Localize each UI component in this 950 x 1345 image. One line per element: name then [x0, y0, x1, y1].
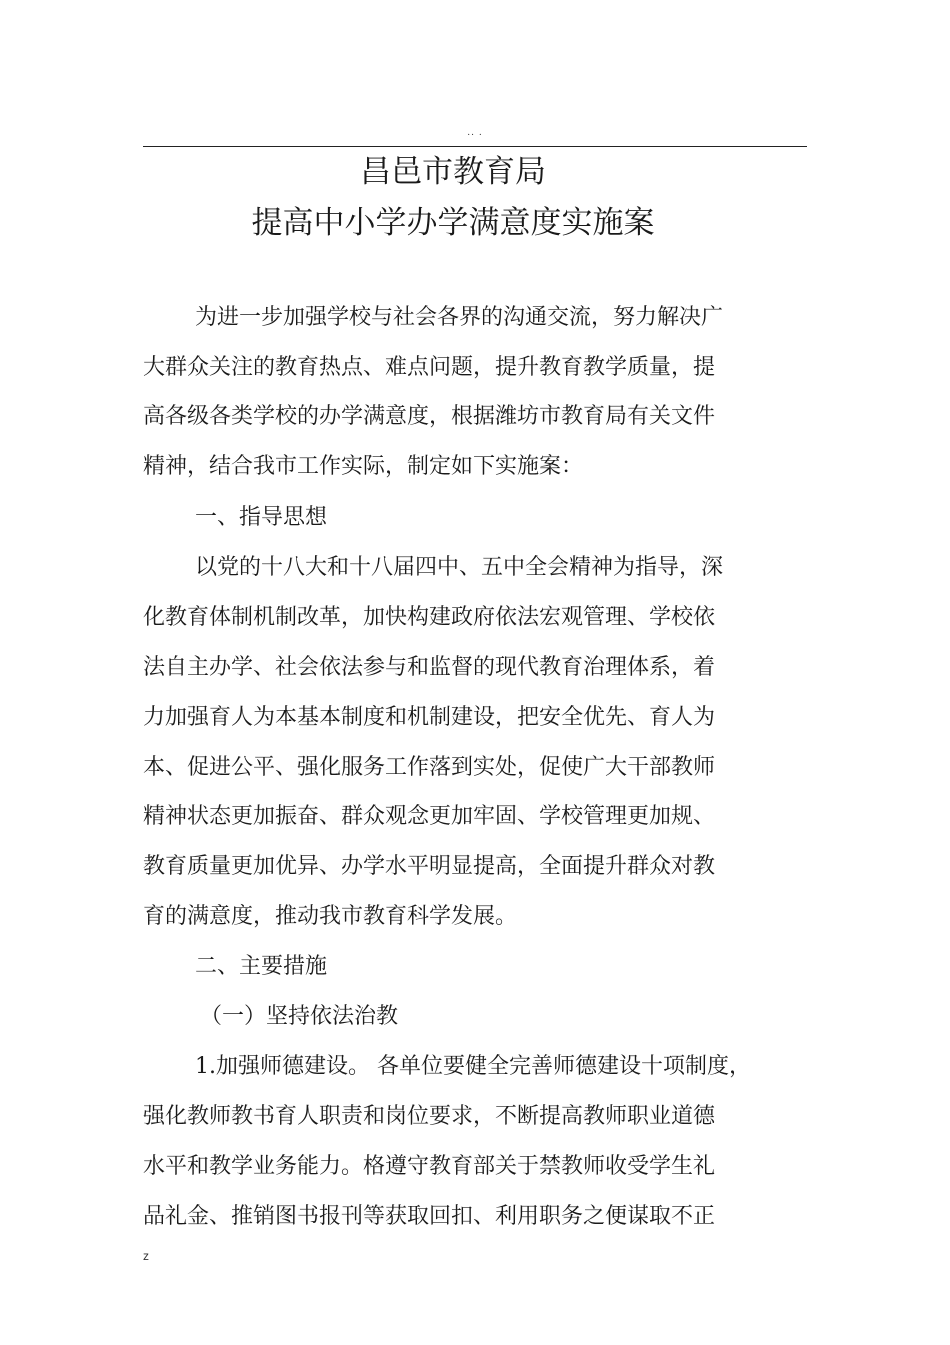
paragraph-line: 1.加强师德建设。 各单位要健全完善师德建设十项制度， — [195, 1054, 751, 1079]
section-heading: 一、指导思想 — [195, 505, 328, 530]
paragraph-line: 大群众关注的教育热点、难点问题，提升教育教学质量，提 — [143, 355, 716, 380]
header-mark: .. . — [467, 128, 483, 138]
paragraph-line: 法自主办学、社会依法参与和监督的现代教育治理体系，着 — [143, 655, 716, 680]
paragraph-line: 教育质量更加优异、办学水平明显提高，全面提升群众对教 — [143, 854, 716, 879]
sub-heading: （一）坚持依法治教 — [200, 1004, 399, 1029]
paragraph-line: 本、促进公平、强化服务工作落到实处，促使广大干部教师 — [143, 755, 716, 780]
paragraph-line: 化教育体制机制改革，加快构建政府依法宏观管理、学校依 — [143, 605, 716, 630]
paragraph-line: 育的满意度，推动我市教育科学发展。 — [143, 904, 518, 929]
section-heading: 二、主要措施 — [195, 954, 328, 979]
paragraph-line: 为进一步加强学校与社会各界的沟通交流，努力解决广 — [195, 305, 724, 330]
paragraph-line: 水平和教学业务能力。格遵守教育部关于禁教师收受学生礼 — [143, 1154, 716, 1179]
paragraph-line: 精神，结合我市工作实际，制定如下实施案： — [143, 454, 584, 479]
paragraph-line: 精神状态更加振奋、群众观念更加牢固、学校管理更加规、 — [143, 804, 716, 829]
document-title-line-2: 提高中小学办学满意度实施案 — [251, 205, 655, 241]
footer-mark: z — [143, 1249, 149, 1263]
paragraph-line: 力加强育人为本基本制度和机制建设，把安全优先、育人为 — [143, 705, 716, 730]
paragraph-line: 品礼金、推销图书报刊等获取回扣、利用职务之便谋取不正 — [143, 1204, 716, 1229]
document-title-line-1: 昌邑市教育局 — [360, 154, 546, 190]
paragraph-line: 高各级各类学校的办学满意度，根据潍坊市教育局有关文件 — [143, 404, 716, 429]
paragraph-line: 以党的十八大和十八届四中、五中全会精神为指导，深 — [195, 555, 724, 580]
header-rule — [143, 146, 807, 147]
paragraph-line: 强化教师教书育人职责和岗位要求，不断提高教师职业道德 — [143, 1104, 716, 1129]
